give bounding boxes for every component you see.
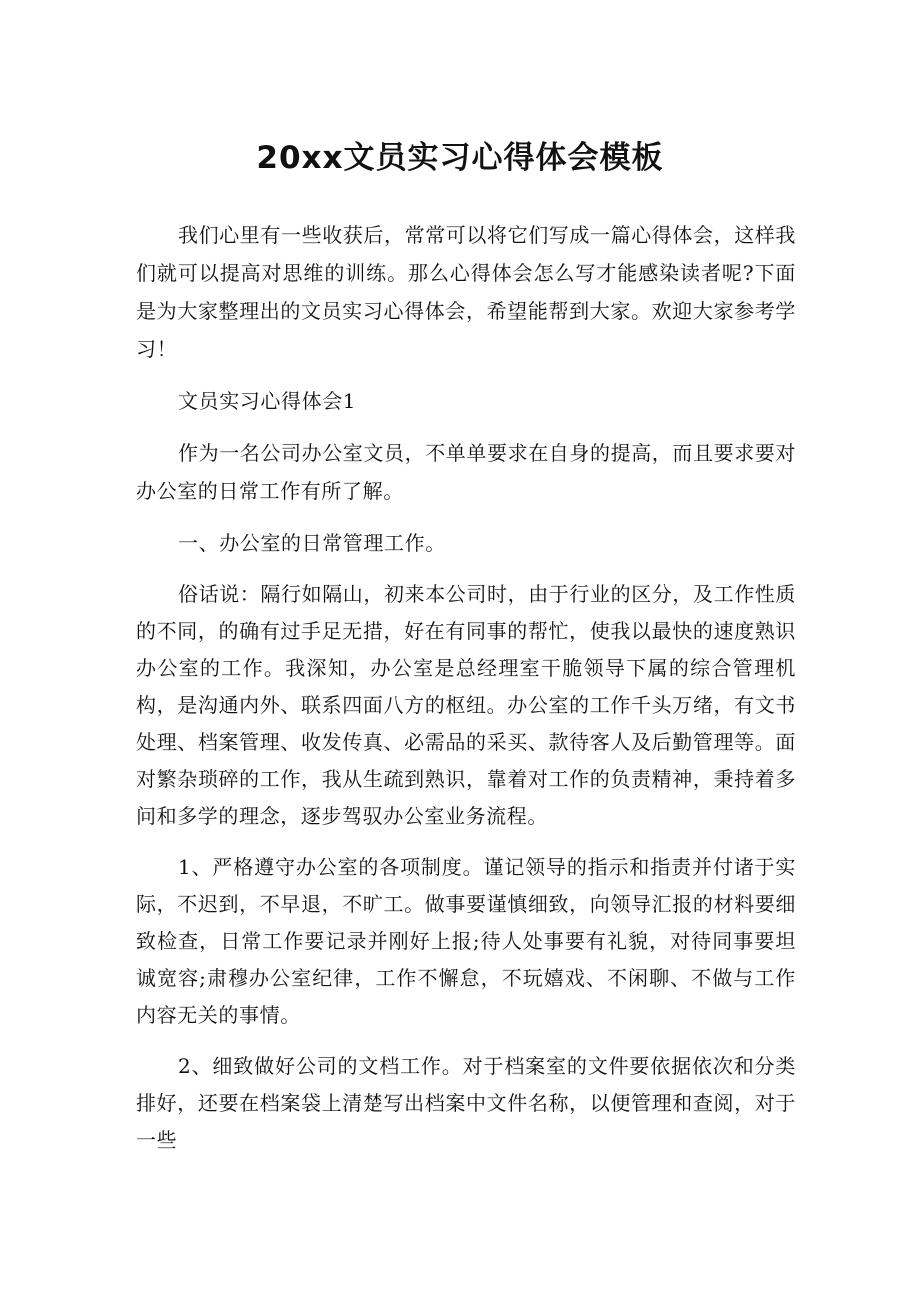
body-paragraph: 俗话说：隔行如隔山，初来本公司时，由于行业的区分，及工作性质的不同，的确有过手足无措，好在有同事的帮忙，使我以最快的速度熟识办公室的工作。我深知，办公室是总经理室干脆领导下属的综合管理机构，是沟通内外、联系四面八方的枢纽。办公室的工作千头万绪，有文书处理、档案管理、收发传真、必需品的采买、款待客人及后勤管理等。面对繁杂琐碎的工作，我从生疏到熟识，靠着对工作的负责精神，秉持着多问和多学的理念，逐步驾驭办公室业务流程。 xyxy=(136,582,796,828)
numbered-paragraph: 1、严格遵守办公室的各项制度。谨记领导的指示和指责并付诸于实际，不迟到，不早退，不旷工。做事要谨慎细致，向领导汇报的材料要细致检查，日常工作要记录并刚好上报;待人处事要有礼貌，对待同事要坦诚宽容;肃穆办公室纪律，工作不懈怠，不玩嬉戏、不闲聊、不做与工作内容无关的事情。 xyxy=(136,855,796,1027)
document-body xyxy=(136,216,796,1173)
numbered-paragraph: 2、细致做好公司的文档工作。对于档案室的文件要依据依次和分类排好，还要在档案袋上清楚写出档案中文件名称，以便管理和查阅，对于一些 xyxy=(136,1054,796,1152)
section-heading: 文员实习心得体会1 xyxy=(178,389,357,413)
document-title: 20xx文员实习心得体会模板 xyxy=(256,140,664,176)
intro-paragraph: 我们心里有一些收获后，常常可以将它们写成一篇心得体会，这样我们就可以提高对思维的训练。那么心得体会怎么写才能感染读者呢?下面是为大家整理出的文员实习心得体会，希望能帮到大家。欢迎大家参考学习！ xyxy=(136,223,796,361)
subsection-heading: 一、办公室的日常管理工作。 xyxy=(178,531,446,555)
body-paragraph: 作为一名公司办公室文员，不单单要求在自身的提高，而且要求要对办公室的日常工作有所了解。 xyxy=(136,441,796,503)
